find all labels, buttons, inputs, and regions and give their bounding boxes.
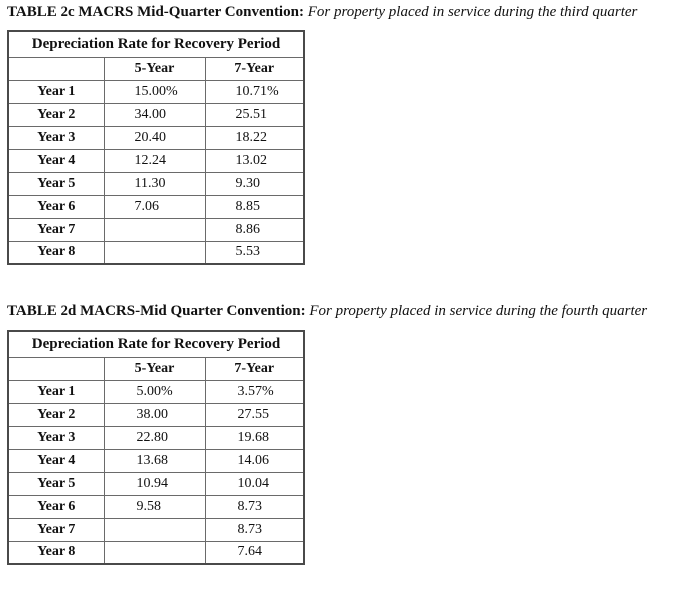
rate-7-year: 10.71% [205,80,304,103]
rate-5-year [104,541,205,564]
rate-7-year: 8.85 [205,195,304,218]
table-2d-period-header: Depreciation Rate for Recovery Period [8,331,304,357]
rate-7-year: 10.04 [205,472,304,495]
table-2c-col-5-year: 5-Year [104,57,205,80]
table-2c-col-7-year: 7-Year [205,57,304,80]
rate-7-year: 27.55 [205,403,304,426]
table-2d-caption-lead: TABLE 2d MACRS-Mid Quarter Convention: [7,303,306,319]
year-label: Year 8 [8,241,104,264]
rate-5-year: 10.94 [104,472,205,495]
rate-7-year: 3.57% [205,380,304,403]
table-2c [7,30,305,265]
table-row [8,126,304,149]
rate-5-year: 13.68 [104,449,205,472]
rate-5-year: 11.30 [104,172,205,195]
year-label: Year 3 [8,126,104,149]
year-label: Year 2 [8,403,104,426]
rate-5-year: 38.00 [104,403,205,426]
rate-5-year: 12.24 [104,149,205,172]
table-row [8,241,304,264]
table-2c-caption-lead: TABLE 2c MACRS Mid-Quarter Convention: [7,4,304,20]
table-2d-period-header-row [8,331,304,357]
rate-7-year: 25.51 [205,103,304,126]
year-label: Year 8 [8,541,104,564]
year-label: Year 2 [8,103,104,126]
table-2d-blank-header [8,357,104,380]
rate-7-year: 8.73 [205,518,304,541]
rate-5-year: 15.00% [104,80,205,103]
year-label: Year 7 [8,218,104,241]
rate-5-year: 22.80 [104,426,205,449]
rate-7-year: 14.06 [205,449,304,472]
table-row [8,218,304,241]
rate-7-year: 5.53 [205,241,304,264]
rate-5-year: 7.06 [104,195,205,218]
table-row [8,472,304,495]
rate-5-year [104,218,205,241]
year-label: Year 3 [8,426,104,449]
table-row [8,403,304,426]
table-row [8,80,304,103]
year-label: Year 5 [8,172,104,195]
rate-7-year: 9.30 [205,172,304,195]
table-2d-col-7-year: 7-Year [205,357,304,380]
table-2d-col-5-year: 5-Year [104,357,205,380]
rate-7-year: 8.73 [205,495,304,518]
year-label: Year 1 [8,380,104,403]
rate-7-year: 18.22 [205,126,304,149]
rate-5-year [104,518,205,541]
table-row [8,541,304,564]
table-2d-column-header-row [8,357,304,380]
table-2c-column-header-row [8,57,304,80]
year-label: Year 4 [8,449,104,472]
table-row [8,195,304,218]
year-label: Year 4 [8,149,104,172]
year-label: Year 6 [8,495,104,518]
table-2d-caption [7,302,647,320]
year-label: Year 6 [8,195,104,218]
year-label: Year 7 [8,518,104,541]
table-2d [7,330,305,565]
rate-7-year: 13.02 [205,149,304,172]
table-row [8,426,304,449]
table-row [8,449,304,472]
table-row [8,518,304,541]
rate-5-year: 20.40 [104,126,205,149]
rate-5-year: 34.00 [104,103,205,126]
rate-7-year: 19.68 [205,426,304,449]
table-2c-blank-header [8,57,104,80]
table-row [8,380,304,403]
rate-5-year [104,241,205,264]
rate-5-year: 9.58 [104,495,205,518]
year-label: Year 1 [8,80,104,103]
table-2c-period-header-row [8,31,304,57]
table-2c-caption [7,3,637,21]
table-row [8,103,304,126]
rate-5-year: 5.00% [104,380,205,403]
table-2d-caption-desc: For property placed in service during the fourth quarter [309,303,648,319]
table-row [8,495,304,518]
year-label: Year 5 [8,472,104,495]
table-row [8,149,304,172]
rate-7-year: 8.86 [205,218,304,241]
table-2c-caption-desc: For property placed in service during the third quarter [307,4,638,20]
rate-7-year: 7.64 [205,541,304,564]
table-row [8,172,304,195]
table-2c-period-header: Depreciation Rate for Recovery Period [8,31,304,57]
